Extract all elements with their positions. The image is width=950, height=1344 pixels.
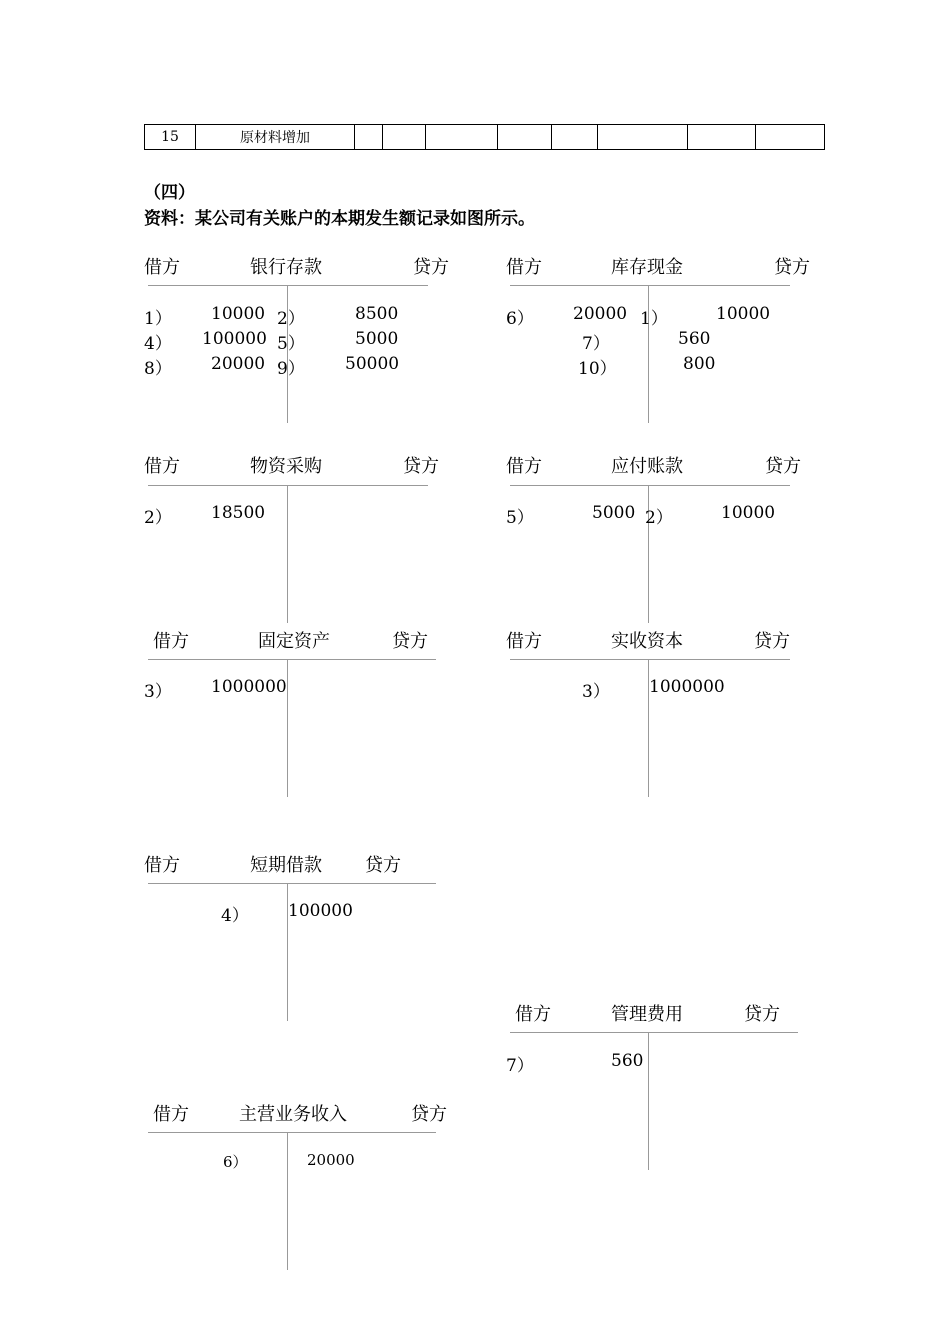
entry-amount: 18500 — [211, 503, 266, 523]
empty-cell — [552, 125, 598, 150]
t-vertical-line — [287, 659, 288, 797]
entry-amount: 800 — [683, 354, 716, 374]
empty-cell — [426, 125, 498, 150]
t-vertical-line — [287, 1132, 288, 1270]
entry-amount: 1000000 — [649, 677, 725, 697]
entry-amount: 100000 — [202, 329, 267, 349]
entry-ref: 6） — [506, 309, 534, 329]
debit-label: 借方 — [506, 257, 542, 278]
entry-ref: 3） — [582, 682, 610, 702]
t-horizontal-line — [148, 285, 428, 286]
debit-label: 借方 — [153, 631, 189, 652]
t-vertical-line — [287, 485, 288, 623]
credit-label: 贷方 — [744, 1004, 780, 1025]
empty-cell — [598, 125, 688, 150]
entry-ref: 2） — [144, 508, 172, 528]
account-name: 实收资本 — [611, 631, 683, 652]
empty-cell — [498, 125, 552, 150]
empty-cell — [688, 125, 756, 150]
empty-cell — [355, 125, 383, 150]
entry-amount: 50000 — [345, 354, 400, 374]
section-number: （四） — [144, 183, 195, 203]
debit-label: 借方 — [144, 257, 180, 278]
t-horizontal-line — [148, 1132, 436, 1133]
entry-amount: 8500 — [355, 304, 399, 324]
entry-amount: 1000000 — [211, 677, 287, 697]
credit-label: 贷方 — [403, 456, 439, 477]
entry-ref: 5） — [506, 508, 534, 528]
credit-label: 贷方 — [754, 631, 790, 652]
entry-ref: 7） — [582, 334, 610, 354]
entry-ref: 8） — [144, 359, 172, 379]
t-horizontal-line — [148, 883, 436, 884]
t-vertical-line — [648, 1032, 649, 1170]
credit-label: 贷方 — [411, 1104, 447, 1125]
entry-ref: 3） — [144, 682, 172, 702]
credit-label: 贷方 — [365, 855, 401, 876]
entry-amount: 10000 — [721, 503, 776, 523]
debit-label: 借方 — [506, 456, 542, 477]
entry-amount: 5000 — [355, 329, 399, 349]
entry-ref: 1） — [640, 309, 668, 329]
table-row — [145, 125, 825, 150]
entry-ref: 2） — [277, 309, 305, 329]
row-number: 15 — [145, 125, 196, 150]
account-name: 管理费用 — [611, 1004, 683, 1025]
credit-label: 贷方 — [392, 631, 428, 652]
t-horizontal-line — [510, 1032, 798, 1033]
t-horizontal-line — [510, 285, 790, 286]
debit-label: 借方 — [515, 1004, 551, 1025]
debit-label: 借方 — [506, 631, 542, 652]
debit-label: 借方 — [144, 855, 180, 876]
entry-ref: 5） — [277, 334, 305, 354]
account-name: 物资采购 — [250, 456, 322, 477]
credit-label: 贷方 — [765, 456, 801, 477]
section-material: 资料：某公司有关账户的本期发生额记录如图所示。 — [144, 209, 535, 229]
debit-label: 借方 — [144, 456, 180, 477]
entry-amount: 5000 — [592, 503, 636, 523]
account-name: 银行存款 — [250, 257, 322, 278]
entry-ref: 1） — [144, 309, 172, 329]
t-horizontal-line — [148, 485, 428, 486]
entry-amount: 20000 — [307, 1151, 355, 1169]
entry-ref: 10） — [578, 359, 617, 379]
account-name: 库存现金 — [611, 257, 683, 278]
account-name: 主营业务收入 — [239, 1104, 347, 1125]
account-name: 固定资产 — [258, 631, 330, 652]
journal-table — [144, 124, 825, 150]
entry-amount: 560 — [611, 1051, 644, 1071]
entry-amount: 20000 — [211, 354, 266, 374]
row-item: 原材料增加 — [196, 125, 355, 150]
t-horizontal-line — [510, 659, 790, 660]
account-name: 短期借款 — [250, 855, 322, 876]
entry-ref: 7） — [506, 1056, 534, 1076]
entry-amount: 10000 — [211, 304, 266, 324]
entry-amount: 20000 — [573, 304, 628, 324]
entry-ref: 9） — [277, 359, 305, 379]
entry-amount: 10000 — [716, 304, 771, 324]
entry-ref: 4） — [221, 906, 249, 926]
entry-amount: 560 — [678, 329, 711, 349]
entry-amount: 100000 — [288, 901, 353, 921]
empty-cell — [756, 125, 825, 150]
account-name: 应付账款 — [611, 456, 683, 477]
debit-label: 借方 — [153, 1104, 189, 1125]
entry-ref: 4） — [144, 334, 172, 354]
credit-label: 贷方 — [413, 257, 449, 278]
credit-label: 贷方 — [774, 257, 810, 278]
empty-cell — [383, 125, 426, 150]
entry-ref: 2） — [645, 508, 673, 528]
t-horizontal-line — [510, 485, 790, 486]
entry-ref: 6） — [223, 1153, 248, 1171]
t-horizontal-line — [148, 659, 436, 660]
